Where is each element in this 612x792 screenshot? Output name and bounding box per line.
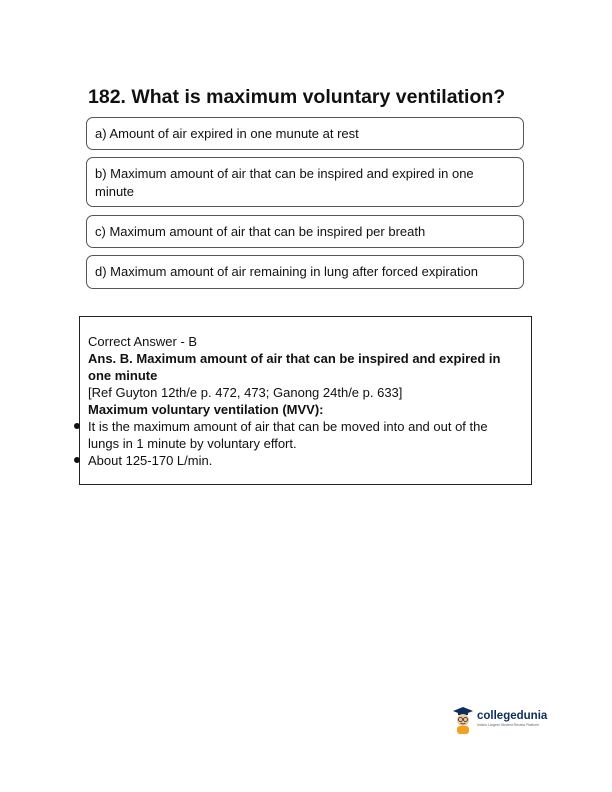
option-a-label: a) Amount of air expired in one munute at rest	[95, 125, 359, 141]
answer-explanation-box	[79, 316, 532, 485]
section-heading: Maximum voluntary ventilation (MVV):	[88, 402, 324, 417]
option-a[interactable]	[86, 117, 524, 150]
bullet-text: It is the maximum amount of air that can be moved into and out of the lungs in 1 minute by voluntary effort.	[88, 419, 488, 451]
graduate-mascot-icon	[452, 706, 474, 734]
collegedunia-logo[interactable]	[452, 706, 547, 734]
bullet-icon	[74, 457, 80, 463]
bullet-icon	[74, 423, 80, 429]
option-b[interactable]	[86, 157, 524, 207]
option-b-label: b) Maximum amount of air that can be inspired and expired in one minute	[95, 166, 474, 199]
answer-heading: Ans. B. Maximum amount of air that can be inspired and expired in one minute	[88, 351, 501, 383]
bullet-item	[88, 452, 521, 469]
question-title: 182. What is maximum voluntary ventilation?	[88, 86, 506, 108]
bullet-text: About 125-170 L/min.	[88, 453, 213, 468]
brand-name: collegedunia	[477, 710, 548, 722]
reference-text: [Ref Guyton 12th/e p. 472, 473; Ganong 24th/e p. 633]	[88, 385, 403, 400]
option-d-label: d) Maximum amount of air remaining in lung after forced expiration	[95, 264, 478, 279]
correct-answer-line: Correct Answer - B	[88, 334, 198, 349]
option-c[interactable]	[86, 215, 524, 248]
explanation-bullets	[88, 418, 521, 469]
brand-tagline: India's Largest Student Review Platform	[477, 723, 540, 727]
bullet-item	[88, 418, 521, 452]
option-d[interactable]	[86, 255, 524, 289]
option-c-label: c) Maximum amount of air that can be inspired per breath	[95, 223, 426, 239]
